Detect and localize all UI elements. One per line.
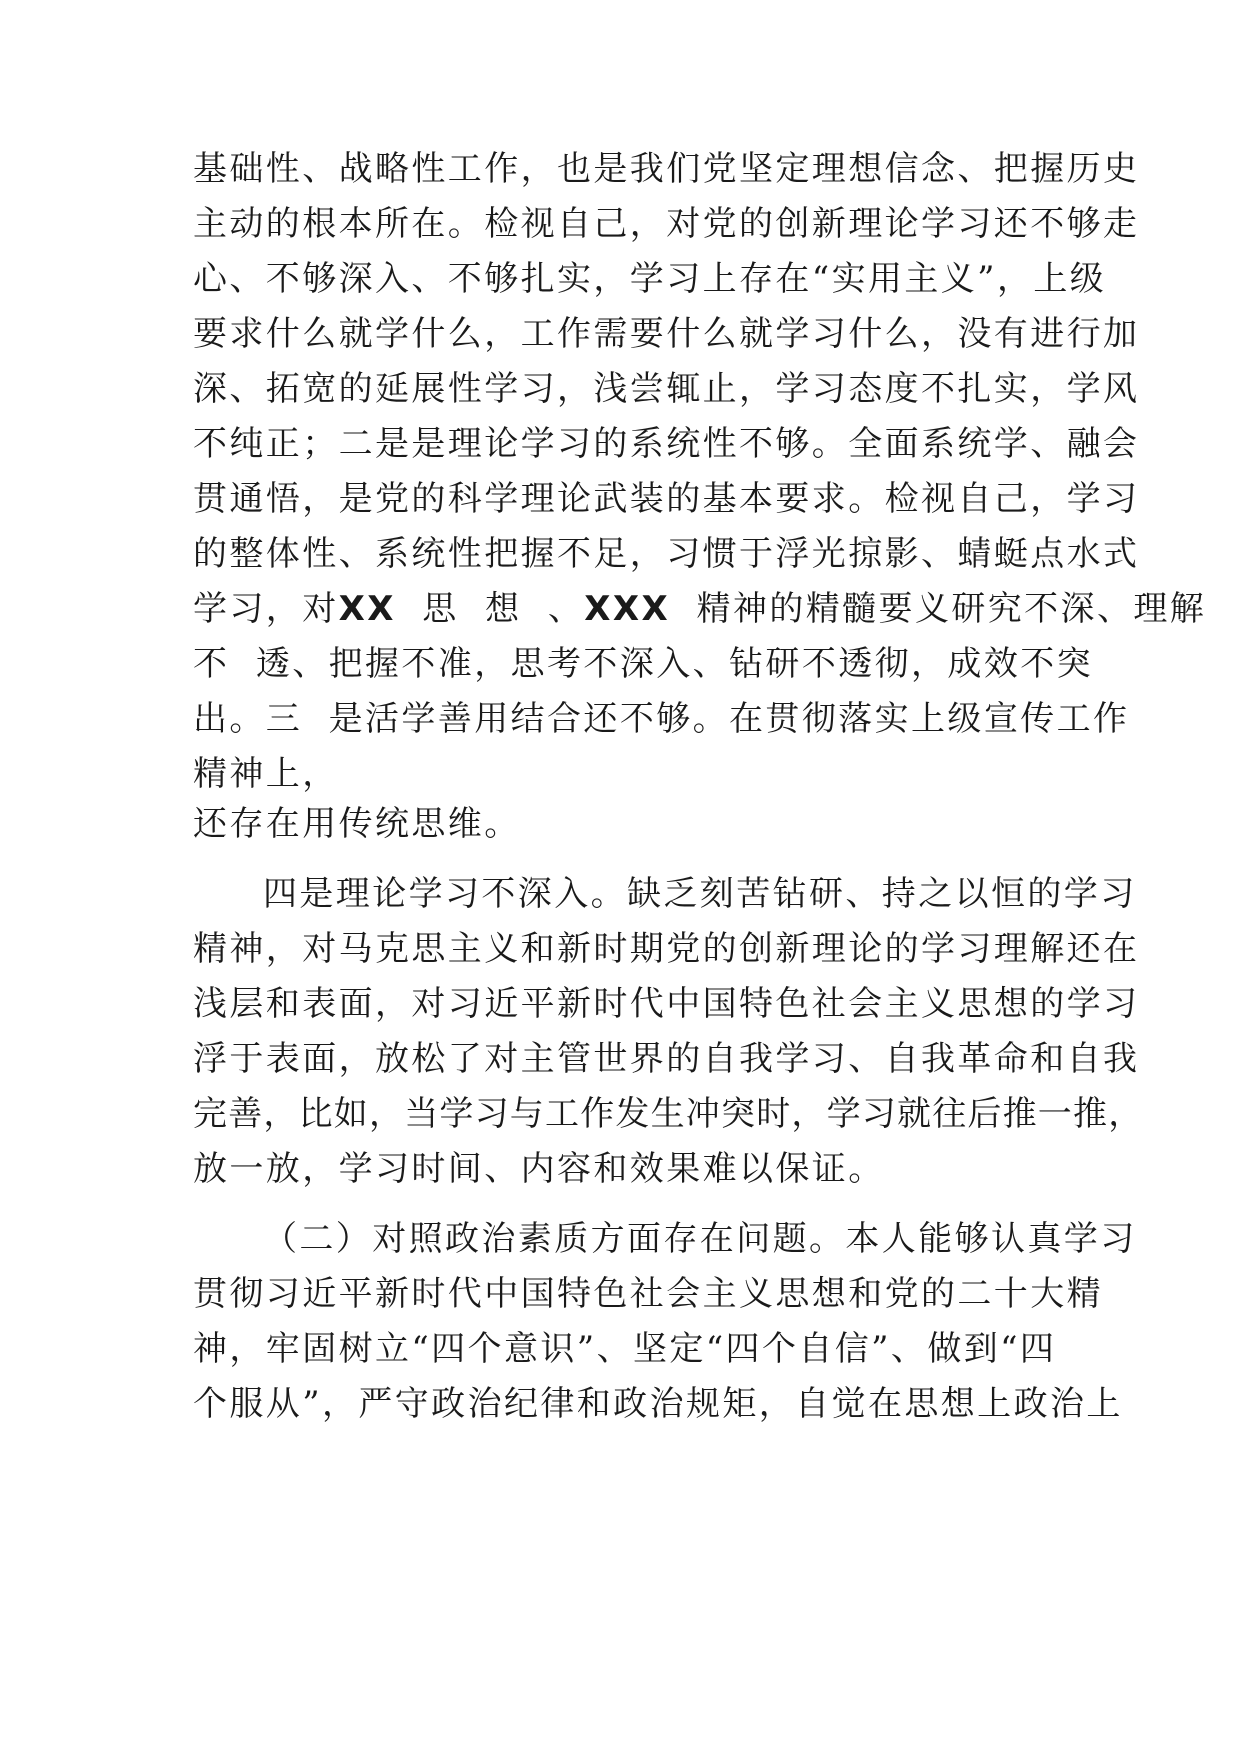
text-line: 浅层和表面，对习近平新时代中国特色社会主义思想的学习 (193, 984, 1140, 1024)
text-segment: 学习，对 (193, 589, 339, 629)
text-line: 出。三 是活学善用结合还不够。在贯彻落实上级宣传工作 (193, 699, 1130, 739)
text-line: 心、不够深入、不够扎实，学习上存在“实用主义”，上级 (193, 259, 1107, 299)
paragraph-first-line: （二）对照政治素质方面存在问题。本人能够认真学习 (263, 1219, 1137, 1259)
text-line: 放一放，学习时间、内容和效果难以保证。 (193, 1149, 885, 1189)
text-line: 不 透、把握不准，思考不深入、钻研不透彻，成效不突 (193, 644, 1094, 684)
text-line: 精神上， (193, 754, 339, 794)
paragraph-first-line: 四是理论学习不深入。缺乏刻苦钻研、持之以恒的学习 (263, 874, 1137, 914)
text-line: 完善，比如，当学习与工作发生冲突时，学习就往后推一推， (193, 1094, 1144, 1134)
text-line: 还存在用传统思维。 (193, 804, 521, 844)
text-line: 贯通悟，是党的科学理论武装的基本要求。检视自己，学习 (193, 479, 1140, 519)
text-line: 浮于表面，放松了对主管世界的自我学习、自我革命和自我 (193, 1039, 1140, 1079)
text-line: 深、拓宽的延展性学习，浅尝辄止，学习态度不扎实，学风 (193, 369, 1140, 409)
text-line: 贯彻习近平新时代中国特色社会主义思想和党的二十大精 (193, 1274, 1103, 1314)
text-segment: 思 想 、 (395, 589, 585, 629)
text-segment: 精神的精髓要义研究不深、理解 (670, 589, 1207, 629)
text-line: 精神，对马克思主义和新时期党的创新理论的学习理解还在 (193, 929, 1140, 969)
text-line: 基础性、战略性工作，也是我们党坚定理想信念、把握历史 (193, 149, 1140, 189)
text-line: 的整体性、系统性把握不足，习惯于浮光掠影、蜻蜓点水式 (193, 534, 1140, 574)
text-line-mixed (193, 580, 1207, 638)
placeholder-text: XXX (584, 589, 671, 629)
text-line: 不纯正；二是是理论学习的系统性不够。全面系统学、融会 (193, 424, 1140, 464)
text-line: 个服从”，严守政治纪律和政治规矩，自觉在思想上政治上 (193, 1384, 1123, 1424)
placeholder-text: XX (338, 589, 396, 629)
text-line: 要求什么就学什么，工作需要什么就学习什么，没有进行加 (193, 314, 1140, 354)
text-line: 神，牢固树立“四个意识”、坚定“四个自信”、做到“四 (193, 1329, 1057, 1369)
text-line: 主动的根本所在。检视自己，对党的创新理论学习还不够走 (193, 204, 1140, 244)
